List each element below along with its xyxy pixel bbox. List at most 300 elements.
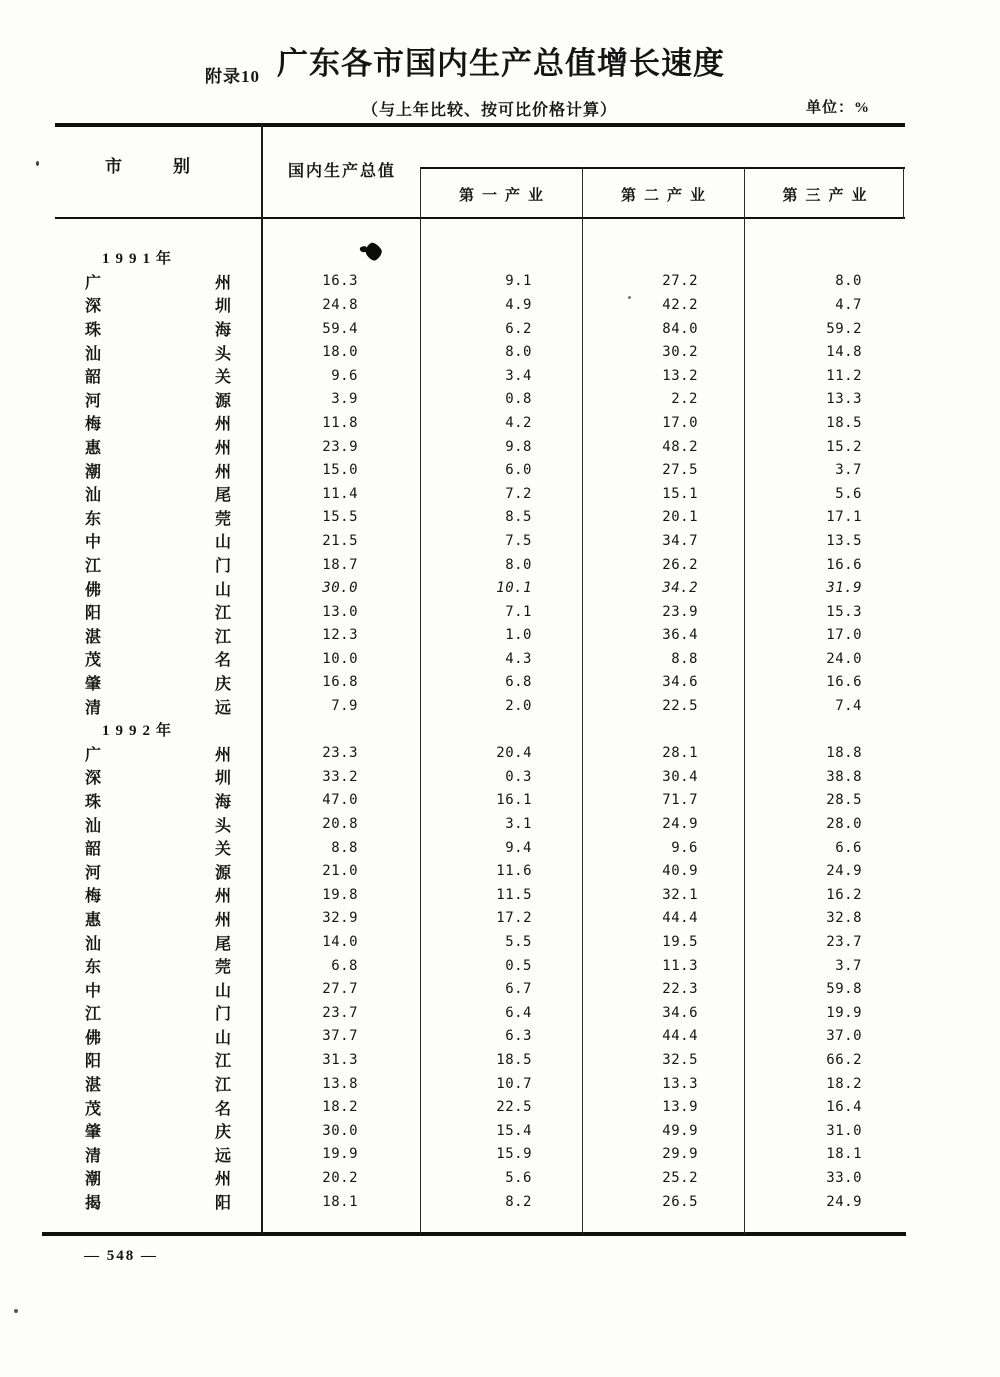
primary-industry-value: 0.8 xyxy=(505,391,532,408)
city-name xyxy=(85,435,231,458)
city-char: 州 xyxy=(214,746,231,764)
city-char: 汕 xyxy=(85,817,102,835)
city-cell xyxy=(55,317,262,340)
gdp-value: 18.0 xyxy=(322,344,358,361)
city-char: 州 xyxy=(214,440,231,458)
city-cell xyxy=(55,553,262,576)
gdp-value: 31.3 xyxy=(322,1051,358,1068)
city-char: 惠 xyxy=(85,911,102,929)
secondary-industry-value: 32.5 xyxy=(662,1051,698,1068)
tertiary-industry-value: 13.5 xyxy=(826,532,862,549)
city-char: 梅 xyxy=(85,416,102,434)
table-row xyxy=(55,741,905,765)
primary-industry-value: 3.4 xyxy=(505,367,532,384)
city-char: 佛 xyxy=(85,1029,102,1047)
table-row xyxy=(55,1119,905,1143)
city-name xyxy=(85,789,231,812)
gdp-value: 30.0 xyxy=(322,580,358,597)
city-header-char-2: 别 xyxy=(173,157,190,176)
city-char: 圳 xyxy=(214,770,231,788)
city-char: 江 xyxy=(85,558,102,576)
table-row xyxy=(55,576,905,600)
city-char: 惠 xyxy=(85,440,102,458)
city-cell xyxy=(55,293,262,316)
gdp-value: 13.8 xyxy=(322,1075,358,1092)
gdp-value: 12.3 xyxy=(322,627,358,644)
city-char: 肇 xyxy=(85,1124,102,1142)
tertiary-industry-value: 32.8 xyxy=(826,910,862,927)
tertiary-industry-value: 59.8 xyxy=(826,981,862,998)
table-row xyxy=(55,647,905,671)
table-row xyxy=(55,1143,905,1167)
secondary-industry-value: 28.1 xyxy=(662,745,698,762)
city-char: 汕 xyxy=(85,487,102,505)
primary-industry-value: 7.1 xyxy=(505,603,532,620)
table-top-rule xyxy=(55,123,905,127)
city-char: 头 xyxy=(214,345,231,363)
city-char: 州 xyxy=(214,888,231,906)
primary-industry-value: 6.8 xyxy=(505,674,532,691)
city-name xyxy=(85,931,231,954)
secondary-industry-value: 25.2 xyxy=(662,1169,698,1186)
table-row xyxy=(55,836,905,860)
tertiary-industry-value: 28.0 xyxy=(826,816,862,833)
city-char: 山 xyxy=(214,534,231,552)
gdp-value: 18.2 xyxy=(322,1099,358,1116)
gdp-value: 37.7 xyxy=(322,1028,358,1045)
gdp-value: 19.9 xyxy=(322,1146,358,1163)
primary-industry-value: 17.2 xyxy=(496,910,532,927)
year-header-row xyxy=(55,718,905,742)
city-cell xyxy=(55,270,262,293)
city-char: 广 xyxy=(85,274,102,292)
tertiary-industry-value: 3.7 xyxy=(835,957,862,974)
tertiary-industry-value: 13.3 xyxy=(826,391,862,408)
tertiary-industry-value: 38.8 xyxy=(826,768,862,785)
city-char: 韶 xyxy=(85,369,102,387)
year-label: 1992年 xyxy=(102,723,178,740)
tertiary-industry-value: 33.0 xyxy=(826,1169,862,1186)
tertiary-industry-value: 16.6 xyxy=(826,674,862,691)
table-row xyxy=(55,812,905,836)
page-title: 广东各市国内生产总值增长速度 xyxy=(277,46,725,81)
city-cell xyxy=(55,742,262,765)
city-char: 深 xyxy=(85,298,102,316)
city-char: 广 xyxy=(85,746,102,764)
city-char: 庆 xyxy=(214,1124,231,1142)
city-cell xyxy=(55,388,262,411)
city-name xyxy=(85,1166,231,1189)
city-cell xyxy=(55,1025,262,1048)
secondary-industry-value: 13.3 xyxy=(662,1075,698,1092)
gdp-value: 10.0 xyxy=(322,650,358,667)
gdp-value: 13.0 xyxy=(322,603,358,620)
city-cell xyxy=(55,1096,262,1119)
page-number: — 548 — xyxy=(84,1248,158,1264)
table-row xyxy=(55,859,905,883)
gdp-value: 23.7 xyxy=(322,1004,358,1021)
table-row xyxy=(55,435,905,459)
secondary-industry-value: 42.2 xyxy=(662,296,698,313)
city-name xyxy=(85,411,231,434)
city-cell xyxy=(55,907,262,930)
city-char: 州 xyxy=(214,463,231,481)
city-cell xyxy=(55,435,262,458)
city-char: 门 xyxy=(214,1006,231,1024)
city-char: 关 xyxy=(214,369,231,387)
table-row xyxy=(55,553,905,577)
city-cell xyxy=(55,931,262,954)
table-row xyxy=(55,529,905,553)
city-cell xyxy=(55,459,262,482)
secondary-industry-value: 34.6 xyxy=(662,674,698,691)
tertiary-industry-value: 28.5 xyxy=(826,792,862,809)
table-row xyxy=(55,977,905,1001)
city-name xyxy=(85,1190,231,1213)
city-name xyxy=(85,765,231,788)
city-char: 名 xyxy=(214,652,231,670)
city-cell xyxy=(55,813,262,836)
tertiary-industry-value: 59.2 xyxy=(826,320,862,337)
city-char: 阳 xyxy=(85,605,102,623)
secondary-industry-value: 13.2 xyxy=(662,367,698,384)
gdp-value: 20.2 xyxy=(322,1169,358,1186)
city-name xyxy=(85,671,231,694)
city-name xyxy=(85,1048,231,1071)
primary-industry-value: 6.0 xyxy=(505,462,532,479)
primary-industry-value: 8.0 xyxy=(505,344,532,361)
city-char: 江 xyxy=(214,628,231,646)
city-char: 河 xyxy=(85,864,102,882)
tertiary-industry-value: 6.6 xyxy=(835,839,862,856)
city-cell xyxy=(55,860,262,883)
city-char: 门 xyxy=(214,558,231,576)
city-char: 山 xyxy=(214,581,231,599)
primary-industry-value: 5.5 xyxy=(505,934,532,951)
secondary-industry-value: 34.6 xyxy=(662,1004,698,1021)
secondary-industry-value: 15.1 xyxy=(662,485,698,502)
city-cell xyxy=(55,883,262,906)
tertiary-industry-value: 5.6 xyxy=(835,485,862,502)
table-row xyxy=(55,1001,905,1025)
primary-industry-value: 9.1 xyxy=(505,273,532,290)
primary-industry-value: 7.2 xyxy=(505,485,532,502)
primary-industry-value: 4.2 xyxy=(505,414,532,431)
city-cell xyxy=(55,482,262,505)
tertiary-industry-value: 37.0 xyxy=(826,1028,862,1045)
primary-industry-value: 10.1 xyxy=(496,580,532,597)
city-char: 潮 xyxy=(85,1171,102,1189)
city-cell xyxy=(55,624,262,647)
tertiary-industry-value: 3.7 xyxy=(835,462,862,479)
secondary-industry-value: 49.9 xyxy=(662,1122,698,1139)
tertiary-industry-value: 7.4 xyxy=(835,698,862,715)
city-char: 韶 xyxy=(85,841,102,859)
gdp-value: 11.8 xyxy=(322,414,358,431)
city-cell xyxy=(55,600,262,623)
scan-speck xyxy=(36,161,39,166)
tertiary-industry-value: 31.0 xyxy=(826,1122,862,1139)
city-char: 肇 xyxy=(85,675,102,693)
secondary-industry-value: 22.3 xyxy=(662,981,698,998)
primary-industry-value: 1.0 xyxy=(505,627,532,644)
table-subtitle: （与上年比较、按可比价格计算） xyxy=(362,102,618,119)
gdp-value: 47.0 xyxy=(322,792,358,809)
gdp-value: 9.6 xyxy=(331,367,358,384)
city-cell xyxy=(55,506,262,529)
column-header-tertiary-industry: 第三产业 xyxy=(782,188,875,204)
city-char: 汕 xyxy=(85,345,102,363)
city-name xyxy=(85,647,231,670)
city-cell xyxy=(55,364,262,387)
city-name xyxy=(85,341,231,364)
city-cell xyxy=(55,341,262,364)
tertiary-industry-value: 24.0 xyxy=(826,650,862,667)
table-row xyxy=(55,293,905,317)
city-char: 州 xyxy=(214,911,231,929)
primary-industry-value: 6.7 xyxy=(505,981,532,998)
secondary-industry-value: 29.9 xyxy=(662,1146,698,1163)
table-row xyxy=(55,482,905,506)
secondary-industry-value: 48.2 xyxy=(662,438,698,455)
city-name xyxy=(85,1025,231,1048)
secondary-industry-value: 30.4 xyxy=(662,768,698,785)
gdp-value: 27.7 xyxy=(322,981,358,998)
table-row xyxy=(55,930,905,954)
primary-industry-value: 8.2 xyxy=(505,1193,532,1210)
table-row xyxy=(55,411,905,435)
gdp-value: 21.5 xyxy=(322,532,358,549)
gdp-value: 23.9 xyxy=(322,438,358,455)
city-char: 州 xyxy=(214,274,231,292)
city-name xyxy=(85,388,231,411)
city-char: 阳 xyxy=(214,1195,231,1213)
tertiary-industry-value: 18.8 xyxy=(826,745,862,762)
city-name xyxy=(85,506,231,529)
primary-industry-value: 4.3 xyxy=(505,650,532,667)
city-name xyxy=(85,836,231,859)
city-cell xyxy=(55,647,262,670)
header-bottom-rule xyxy=(55,217,905,219)
city-cell xyxy=(55,954,262,977)
tertiary-industry-value: 4.7 xyxy=(835,296,862,313)
primary-industry-value: 6.4 xyxy=(505,1004,532,1021)
primary-industry-value: 10.7 xyxy=(496,1075,532,1092)
unit-label: 单位：% xyxy=(806,100,871,116)
city-char: 珠 xyxy=(85,793,102,811)
secondary-industry-value: 20.1 xyxy=(662,509,698,526)
secondary-industry-value: 2.2 xyxy=(671,391,698,408)
year-label: 1991年 xyxy=(102,251,178,268)
gdp-value: 18.1 xyxy=(322,1193,358,1210)
city-char: 揭 xyxy=(85,1195,102,1213)
city-name xyxy=(85,459,231,482)
primary-industry-value: 5.6 xyxy=(505,1169,532,1186)
primary-industry-value: 0.3 xyxy=(505,768,532,785)
gdp-value: 7.9 xyxy=(331,698,358,715)
secondary-industry-value: 32.1 xyxy=(662,886,698,903)
tertiary-industry-value: 24.9 xyxy=(826,1193,862,1210)
table-bottom-rule xyxy=(42,1232,906,1236)
table-row xyxy=(55,1025,905,1049)
table-row xyxy=(55,600,905,624)
column-header-city xyxy=(105,152,190,177)
city-char: 梅 xyxy=(85,888,102,906)
table-row xyxy=(55,694,905,718)
primary-industry-value: 11.6 xyxy=(496,863,532,880)
city-char: 州 xyxy=(214,1171,231,1189)
tertiary-industry-value: 19.9 xyxy=(826,1004,862,1021)
primary-industry-value: 9.8 xyxy=(505,438,532,455)
tertiary-industry-value: 31.9 xyxy=(826,580,862,597)
city-cell xyxy=(55,1001,262,1024)
secondary-industry-value: 26.5 xyxy=(662,1193,698,1210)
gdp-value: 23.3 xyxy=(322,745,358,762)
secondary-industry-value: 22.5 xyxy=(662,698,698,715)
tertiary-industry-value: 17.0 xyxy=(826,627,862,644)
city-char: 清 xyxy=(85,1147,102,1165)
primary-industry-value: 8.5 xyxy=(505,509,532,526)
primary-industry-value: 15.9 xyxy=(496,1146,532,1163)
city-char: 清 xyxy=(85,699,102,717)
secondary-industry-value: 40.9 xyxy=(662,863,698,880)
city-name xyxy=(85,317,231,340)
city-name xyxy=(85,577,231,600)
city-name xyxy=(85,1119,231,1142)
city-cell xyxy=(55,1048,262,1071)
table-row xyxy=(55,1166,905,1190)
gdp-value: 15.0 xyxy=(322,462,358,479)
city-char: 尾 xyxy=(214,487,231,505)
primary-industry-value: 2.0 xyxy=(505,698,532,715)
city-char: 中 xyxy=(85,982,102,1000)
city-char: 湛 xyxy=(85,628,102,646)
city-char: 江 xyxy=(214,1077,231,1095)
city-cell xyxy=(55,1143,262,1166)
gdp-value: 20.8 xyxy=(322,816,358,833)
city-char: 源 xyxy=(214,864,231,882)
city-char: 珠 xyxy=(85,322,102,340)
tertiary-industry-value: 18.5 xyxy=(826,414,862,431)
city-name xyxy=(85,978,231,1001)
gdp-value: 8.8 xyxy=(331,839,358,856)
table-row xyxy=(55,317,905,341)
city-cell xyxy=(55,529,262,552)
city-char: 远 xyxy=(214,1147,231,1165)
secondary-industry-value: 24.9 xyxy=(662,816,698,833)
city-name xyxy=(85,954,231,977)
tertiary-industry-value: 16.6 xyxy=(826,556,862,573)
tertiary-industry-value: 16.4 xyxy=(826,1099,862,1116)
column-header-gdp: 国内生产总值 xyxy=(287,163,396,180)
column-header-secondary-industry: 第二产业 xyxy=(620,188,713,204)
city-name xyxy=(85,529,231,552)
gdp-value: 3.9 xyxy=(331,391,358,408)
secondary-industry-value: 19.5 xyxy=(662,934,698,951)
city-char: 湛 xyxy=(85,1077,102,1095)
subheader-top-rule xyxy=(420,167,905,169)
secondary-industry-value: 27.5 xyxy=(662,462,698,479)
city-cell xyxy=(55,1190,262,1213)
gdp-value: 59.4 xyxy=(322,320,358,337)
city-char: 莞 xyxy=(214,959,231,977)
secondary-industry-value: 30.2 xyxy=(662,344,698,361)
gdp-value: 16.3 xyxy=(322,273,358,290)
city-name xyxy=(85,813,231,836)
secondary-industry-value: 84.0 xyxy=(662,320,698,337)
city-name xyxy=(85,695,231,718)
city-name xyxy=(85,860,231,883)
table-row xyxy=(55,506,905,530)
city-char: 东 xyxy=(85,510,102,528)
city-char: 关 xyxy=(214,841,231,859)
city-cell xyxy=(55,765,262,788)
primary-industry-value: 6.2 xyxy=(505,320,532,337)
city-char: 庆 xyxy=(214,675,231,693)
tertiary-industry-value: 18.1 xyxy=(826,1146,862,1163)
secondary-industry-value: 36.4 xyxy=(662,627,698,644)
city-char: 头 xyxy=(214,817,231,835)
city-char: 江 xyxy=(85,1006,102,1024)
table-row xyxy=(55,883,905,907)
secondary-industry-value: 27.2 xyxy=(662,273,698,290)
city-name xyxy=(85,907,231,930)
gdp-value: 24.8 xyxy=(322,296,358,313)
column-header-primary-industry: 第一产业 xyxy=(458,188,551,204)
primary-industry-value: 7.5 xyxy=(505,532,532,549)
primary-industry-value: 9.4 xyxy=(505,839,532,856)
city-cell xyxy=(55,1119,262,1142)
secondary-industry-value: 9.6 xyxy=(671,839,698,856)
gdp-value: 33.2 xyxy=(322,768,358,785)
table-row xyxy=(55,364,905,388)
city-char: 尾 xyxy=(214,935,231,953)
city-char: 江 xyxy=(214,1053,231,1071)
secondary-industry-value: 26.2 xyxy=(662,556,698,573)
city-cell xyxy=(55,836,262,859)
gdp-value: 14.0 xyxy=(322,934,358,951)
city-char: 茂 xyxy=(85,1100,102,1118)
city-char: 山 xyxy=(214,982,231,1000)
city-cell xyxy=(55,577,262,600)
appendix-label: 附录10 xyxy=(205,67,260,86)
table-body xyxy=(55,246,905,1213)
scan-speck xyxy=(628,296,631,299)
primary-industry-value: 22.5 xyxy=(496,1099,532,1116)
tertiary-industry-value: 16.2 xyxy=(826,886,862,903)
city-name xyxy=(85,742,231,765)
city-name xyxy=(85,364,231,387)
city-char: 海 xyxy=(214,322,231,340)
table-row xyxy=(55,1048,905,1072)
primary-industry-value: 3.1 xyxy=(505,816,532,833)
table-row xyxy=(55,1095,905,1119)
city-char: 中 xyxy=(85,534,102,552)
table-row xyxy=(55,1190,905,1214)
secondary-industry-value: 23.9 xyxy=(662,603,698,620)
table-row xyxy=(55,765,905,789)
tertiary-industry-value: 15.3 xyxy=(826,603,862,620)
secondary-industry-value: 11.3 xyxy=(662,957,698,974)
table-row xyxy=(55,458,905,482)
city-char: 远 xyxy=(214,699,231,717)
primary-industry-value: 8.0 xyxy=(505,556,532,573)
city-name xyxy=(85,624,231,647)
city-name xyxy=(85,1072,231,1095)
table-row xyxy=(55,1072,905,1096)
city-cell xyxy=(55,695,262,718)
city-char: 茂 xyxy=(85,652,102,670)
